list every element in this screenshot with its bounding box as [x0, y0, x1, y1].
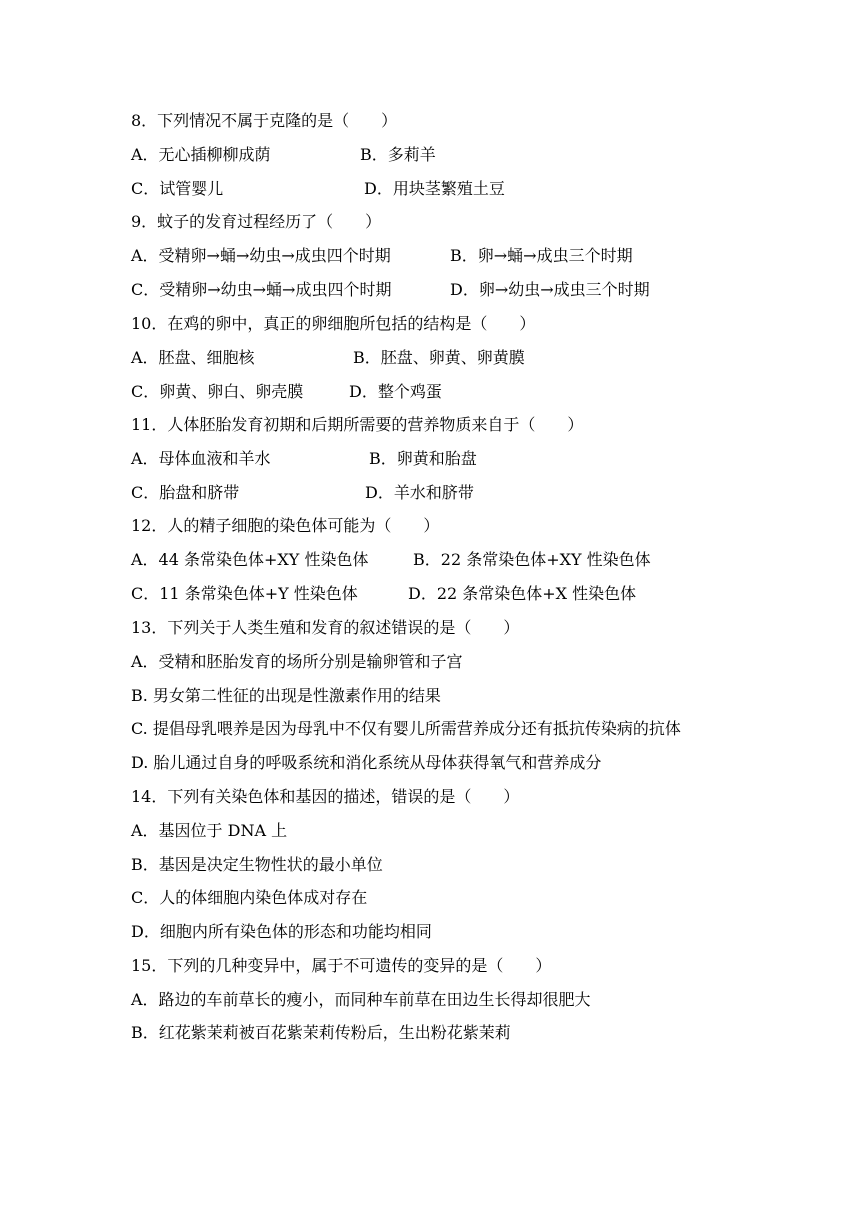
question-10-option-d: D．整个鸡蛋 [349, 382, 442, 401]
question-12-option-b: B．22 条常染色体+XY 性染色体 [413, 550, 651, 569]
question-15-option-b: B．红花紫茉莉被百花紫茉莉传粉后，生出粉花紫茉莉 [131, 1023, 511, 1042]
question-12-stem: 12．人的精子细胞的染色体可能为（ ） [131, 516, 440, 535]
question-12-option-a: A．44 条常染色体+XY 性染色体 [131, 550, 369, 569]
question-14-option-b: B．基因是决定生物性状的最小单位 [131, 855, 383, 874]
question-11-option-a: A．母体血液和羊水 [131, 449, 271, 468]
question-9-option-c: C．受精卵→幼虫→蛹→成虫四个时期 [131, 280, 392, 299]
question-11-option-d: D．羊水和脐带 [365, 483, 474, 502]
question-14-stem: 14．下列有关染色体和基因的描述，错误的是（ ） [131, 787, 520, 806]
question-10-stem: 10．在鸡的卵中，真正的卵细胞所包括的结构是（ ） [131, 314, 536, 333]
question-13-option-b: B. 男女第二性征的出现是性激素作用的结果 [131, 686, 441, 705]
question-13-option-c: C. 提倡母乳喂养是因为母乳中不仅有婴儿所需营养成分还有抵抗传染病的抗体 [131, 719, 681, 738]
question-15-stem: 15．下列的几种变异中，属于不可遗传的变异的是（ ） [131, 956, 552, 975]
question-13-option-d: D. 胎儿通过自身的呼吸系统和消化系统从母体获得氧气和营养成分 [131, 753, 602, 772]
question-9-stem: 9．蚊子的发育过程经历了（ ） [131, 212, 382, 231]
question-10-option-a: A．胚盘、细胞核 [131, 348, 255, 367]
question-9-option-d: D．卵→幼虫→成虫三个时期 [450, 280, 650, 299]
question-14-option-c: C．人的体细胞内染色体成对存在 [131, 888, 368, 907]
question-12-option-d: D．22 条常染色体+X 性染色体 [408, 584, 637, 603]
question-13-option-a: A．受精和胚胎发育的场所分别是输卵管和子宫 [131, 652, 463, 671]
question-14-option-a: A．基因位于 DNA 上 [131, 821, 288, 840]
question-9-option-a: A．受精卵→蛹→幼虫→成虫四个时期 [131, 246, 391, 265]
question-12-option-c: C．11 条常染色体+Y 性染色体 [131, 584, 358, 603]
question-11-stem: 11．人体胚胎发育初期和后期所需要的营养物质来自于（ ） [131, 415, 584, 434]
question-8-stem: 8．下列情况不属于克隆的是（ ） [131, 111, 398, 130]
question-10-option-c: C．卵黄、卵白、卵壳膜 [131, 382, 304, 401]
question-8-option-d: D．用块茎繁殖土豆 [364, 179, 505, 198]
question-13-stem: 13．下列关于人类生殖和发育的叙述错误的是（ ） [131, 618, 520, 637]
question-14-option-d: D．细胞内所有染色体的形态和功能均相同 [131, 922, 432, 941]
question-15-option-a: A．路边的车前草长的瘦小，而同种车前草在田边生长得却很肥大 [131, 990, 591, 1009]
question-11-option-b: B．卵黄和胎盘 [369, 449, 477, 468]
question-8-option-b: B．多莉羊 [360, 145, 436, 164]
question-11-option-c: C．胎盘和脐带 [131, 483, 240, 502]
question-8-option-a: A．无心插柳柳成荫 [131, 145, 271, 164]
question-8-option-c: C．试管婴儿 [131, 179, 224, 198]
question-9-option-b: B．卵→蛹→成虫三个时期 [450, 246, 633, 265]
question-10-option-b: B．胚盘、卵黄、卵黄膜 [353, 348, 525, 367]
